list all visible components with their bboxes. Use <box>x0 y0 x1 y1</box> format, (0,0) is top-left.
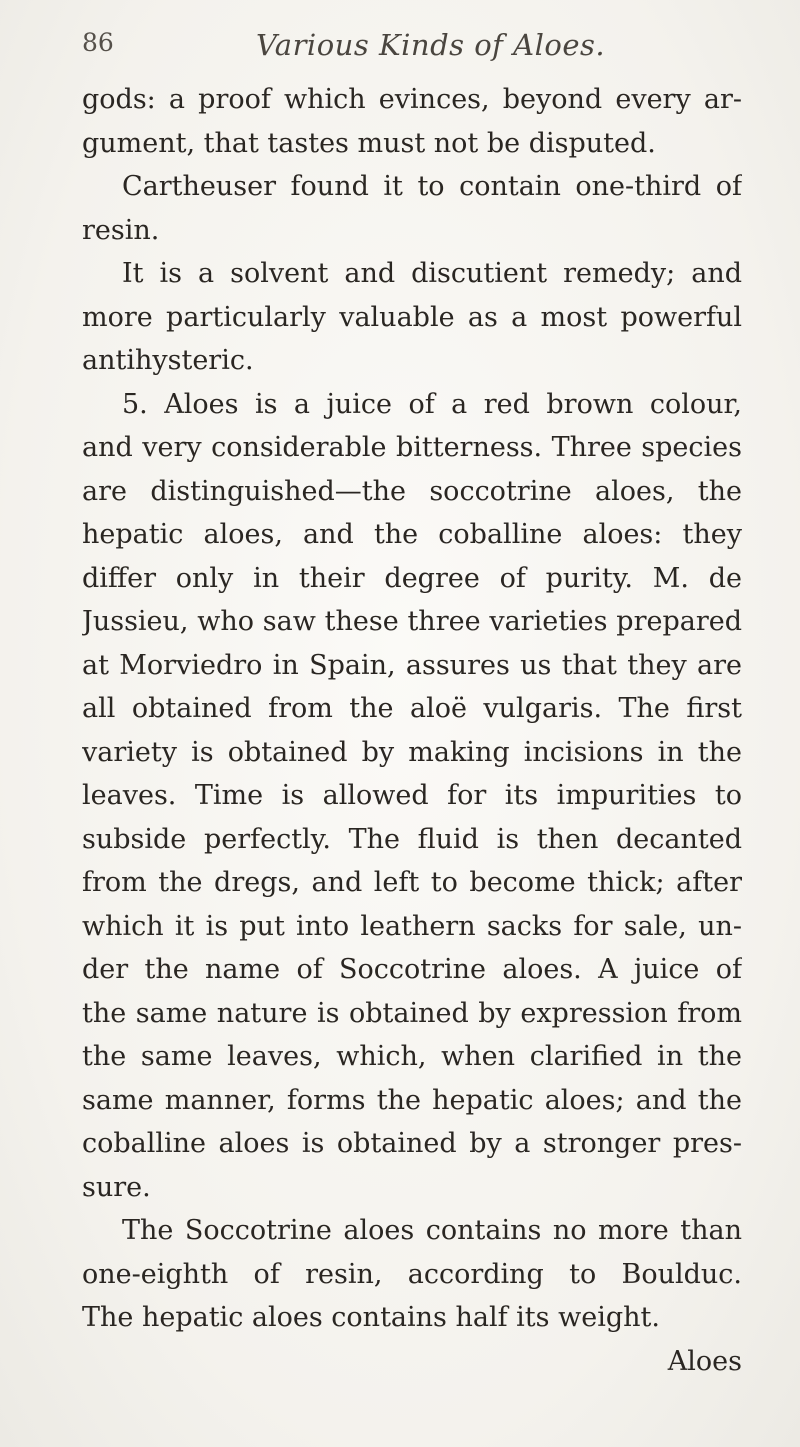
text-line: sure. <box>82 1171 151 1203</box>
text-line: differ only in their degree of purity. M. de <box>82 562 742 594</box>
text-line: gument, that tastes must not be disputed. <box>82 127 656 159</box>
text-line: der the name of Soccotrine aloes. A juice of <box>82 954 742 985</box>
text-line: the same leaves, which, when clarified in the <box>82 1041 742 1072</box>
running-head <box>82 20 742 80</box>
text-line: The Soccotrine aloes contains no more than <box>122 1215 742 1246</box>
page-number: 86 <box>82 28 114 57</box>
text-line: It is a solvent and discutient remedy; and <box>122 258 742 289</box>
text-line: the same nature is obtained by expression from <box>82 997 742 1029</box>
text-line: The hepatic aloes contains half its weight. <box>82 1302 660 1333</box>
text-line: one-eighth of resin, according to Boulduc. <box>82 1258 742 1290</box>
text-line: coballine aloes is obtained by a stronger pres- <box>82 1128 742 1159</box>
text-line: which it is put into leathern sacks for sale, un- <box>82 910 742 942</box>
text-line: gods: a proof which evinces, beyond every ar- <box>82 84 742 115</box>
text-line: from the dregs, and left to become thick; after <box>82 867 742 898</box>
text-line: all obtained from the aloë vulgaris. The first <box>82 693 742 724</box>
text-line: are distinguished—the soccotrine aloes, the <box>82 475 742 507</box>
running-title: Various Kinds of Aloes. <box>256 28 606 62</box>
body-text <box>82 78 742 1383</box>
text-line: hepatic aloes, and the coballine aloes: they <box>82 519 742 550</box>
catchword: Aloes <box>667 1345 742 1377</box>
text-line: at Morviedro in Spain, assures us that they are <box>82 649 742 681</box>
text-line: resin. <box>82 214 160 246</box>
text-line: more particularly valuable as a most powerful <box>82 301 742 333</box>
text-line: Jussieu, who saw these three varieties prepared <box>82 606 742 637</box>
text-line: same manner, forms the hepatic aloes; and the <box>82 1084 742 1116</box>
text-line: and very considerable bitterness. Three species <box>82 432 742 463</box>
text-line: 5. Aloes is a juice of a red brown colour, <box>122 388 742 420</box>
text-line: antihysteric. <box>82 345 254 376</box>
text-line: leaves. Time is allowed for its impurities to <box>82 780 742 811</box>
text-line: Cartheuser found it to contain one-third of <box>122 171 742 202</box>
text-line: variety is obtained by making incisions in the <box>82 736 742 768</box>
text-line: subside perfectly. The fluid is then decanted <box>82 823 742 855</box>
